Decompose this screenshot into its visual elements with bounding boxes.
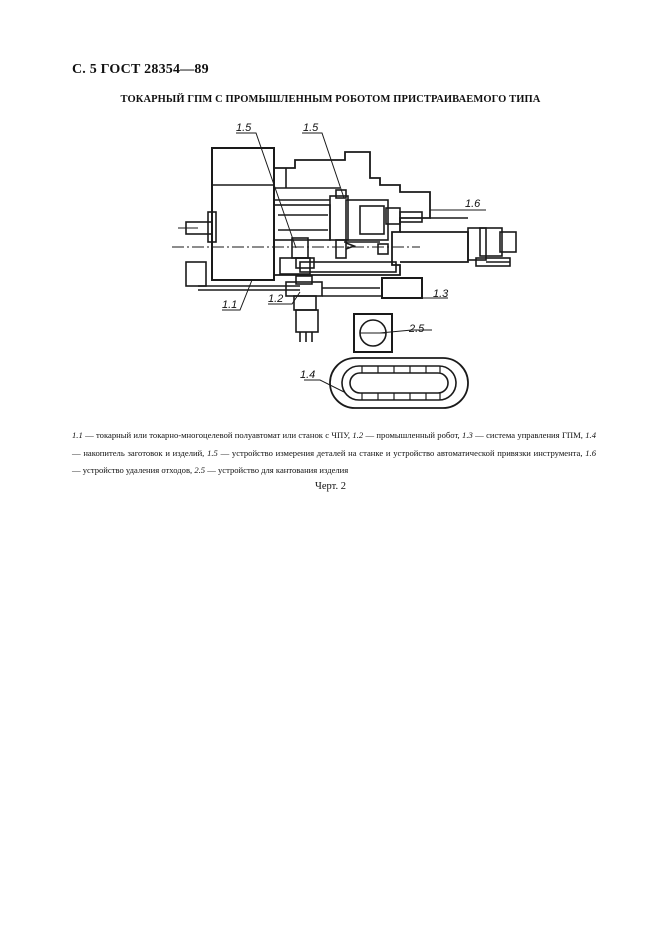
callout-2.5: 2.5 [409,323,425,335]
caption-item: 1.4 — накопитель заготовок и изделий, [72,430,596,458]
upper-frame [274,152,430,275]
figure-number: Черт. 2 [315,481,346,492]
lathe-body [212,148,274,280]
caption-item: 1.6 — устройство удаления отходов, [72,447,596,475]
callout-1.4: 1.4 [300,369,316,381]
callout-1.5-left: 1.5 [236,122,252,134]
callout-1.2: 1.2 [268,293,284,305]
caption-item: 2.5 — устройство для кантования изделия [194,465,349,475]
control-cabinet [382,278,422,298]
caption-item: 1.3 — система управления ГПМ, [462,430,586,440]
caption-item: 1.5 — устройство измерения деталей на станке и устройство автоматической привязки инструмента, [207,447,586,458]
robot-base [186,262,206,286]
chip-conveyor [400,232,468,262]
technical-drawing [0,0,661,420]
figure-title: ТОКАРНЫЙ ГПМ С ПРОМЫШЛЕННЫМ РОБОТОМ ПРИСТРАИВАЕМОГО ТИПА [120,94,541,105]
figure-caption [72,427,596,480]
page-header: С. 5 ГОСТ 28354—89 [72,62,209,77]
caption-item: 1.1 — токарный или токарно-многоцелевой полуавтомат или станок с ЧПУ, [72,430,353,440]
callout-1.1: 1.1 [222,299,238,311]
callout-1.3: 1.3 [433,288,449,300]
callout-1.5-right: 1.5 [303,122,319,134]
callout-1.6: 1.6 [465,198,481,210]
caption-item: 1.2 — промышленный робот, [352,430,463,440]
robot-arm [294,296,316,310]
